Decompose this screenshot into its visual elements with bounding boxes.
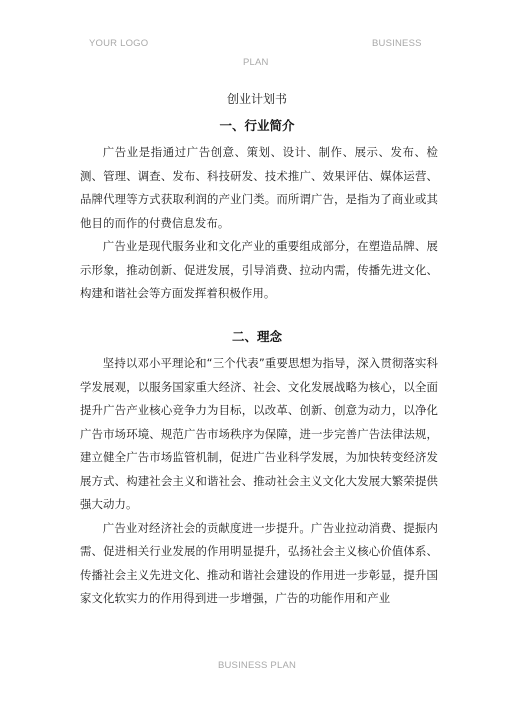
header-business-text: BUSINESS [372,38,422,49]
paragraph: 广告业是现代服务业和文化产业的重要组成部分，在塑造品牌、展示形象，推动创新、促进发展，引导消费、拉动内需，传播先进文化、构建和谐社会等方面发挥着积极作用。 [80,239,438,300]
document-title: 创业计划书 [226,92,287,106]
section-body-philosophy [80,352,438,611]
header-plan-text: PLAN [243,57,269,68]
section-heading-philosophy: 二、理念 [231,329,282,344]
section-heading-industry: 一、行业简介 [219,118,295,133]
header-logo-text: YOUR LOGO [89,38,149,49]
section-body-industry [80,141,438,306]
paragraph: 坚持以邓小平理论和“三个代表”重要思想为指导，深入贯彻落实科学发展观，以服务国家重大经济、社会、文化发展战略为核心，以全面提升广告产业核心竞争力为目标，以改革、创新、创意为动力，以净化广告市场环境、规范广告市场秩序为保障，进一步完善广告法律法规，建立健全广告市场监管机制，促进广告业科学发展，为加快转变经济发展方式、构建社会主义和谐社会、推动社会主义文化大发展大繁荣提供强大动力。 [80,356,438,511]
footer-text: BUSINESS PLAN [217,660,297,671]
paragraph: 广告业是指通过广告创意、策划、设计、制作、展示、发布、检测、管理、调查、发布、科技研发、技术推广、效果评估、媒体运营、品牌代理等方式获取利润的产业门类。而所谓广告，是指为了商业或其他目的而作的付费信息发布。 [80,145,438,230]
paragraph: 广告业对经济社会的贡献度进一步提升。广告业拉动消费、提振内需、促进相关行业发展的作用明显提升，弘扬社会主义核心价值体系、传播社会主义先进文化、推动和谐社会建设的作用进一步彰显，提升国家文化软实力的作用得到进一步增强，广告的功能作用和产业 [80,520,438,605]
